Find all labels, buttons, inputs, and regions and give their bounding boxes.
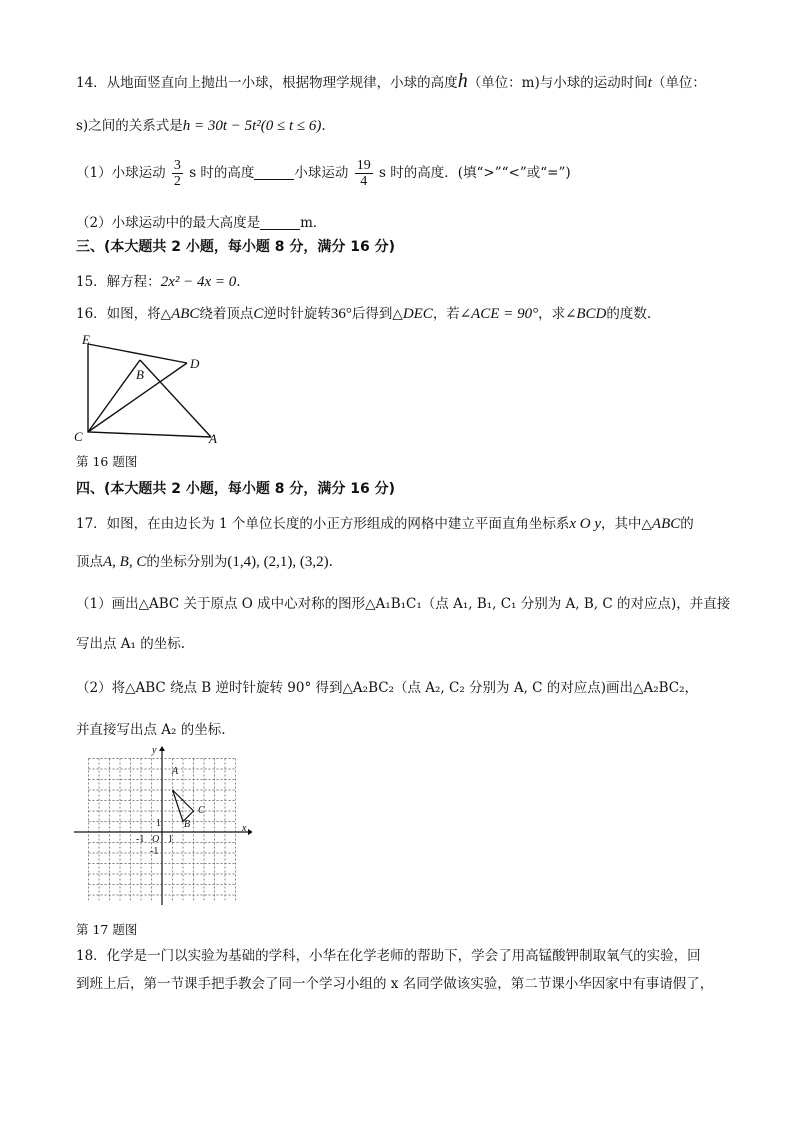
- figure-17-caption: 第 17 题图: [76, 922, 138, 937]
- tick-neg1-y: -1: [150, 846, 159, 857]
- q14-part1: （1）小球运动 $\frac{3}{2}$ s 时的高度 小球运动 $\frac{19}{4}$ s 时的高度．(填“>”“<”或“=”): [76, 158, 571, 189]
- q16: 16．如图，将△ABC绕着顶点C逆时针旋转36°后得到△DEC，若∠ACE = 90°，求∠BCD的度数.: [76, 306, 652, 322]
- label-A: A: [209, 431, 217, 446]
- q14-line2: s)之间的关系式是h = 30t − 5t²(0 ≤ t ≤ 6).: [76, 118, 326, 134]
- y-axis-arrow: [159, 746, 165, 751]
- label-B: B: [136, 367, 144, 382]
- fraction-19-4: $\frac{19}{4}$: [356, 158, 371, 189]
- section-4-heading: 四、(本大题共 2 小题，每小题 8 分，满分 16 分): [76, 481, 396, 497]
- q17-part1-line1: （1）画出△ABC 关于原点 O 成中心对称的图形△A₁B₁C₁（点 A₁, B₁, C₁ 分别为 A, B, C 的对应点)，并直接: [76, 596, 731, 612]
- figure-16-caption: 第 16 题图: [76, 454, 138, 469]
- q17-line2: 顶点A, B, C的坐标分别为(1,4), (2,1), (3,2).: [76, 554, 333, 570]
- q17-part2-line2: 并直接写出点 A₂ 的坐标.: [76, 722, 226, 738]
- axis-label-y: y: [152, 745, 157, 756]
- fraction-3-2: $\frac{3}{2}$: [173, 158, 181, 189]
- tick-1-y: 1: [156, 818, 161, 829]
- q17-line1: 17．如图，在由边长为 1 个单位长度的小正方形组成的网格中建立平面直角坐标系x O y，其中△ABC的: [76, 516, 694, 532]
- figure-16: [70, 330, 230, 448]
- x-axis-arrow: [248, 829, 252, 835]
- axis-label-x: x: [242, 823, 247, 834]
- tick-neg1-x: -1: [136, 834, 145, 845]
- label-E: E: [82, 332, 90, 347]
- label-A: A: [172, 766, 179, 777]
- edge-ed: [88, 344, 187, 363]
- q18-line1: 18．化学是一门以实验为基础的学科，小华在化学老师的帮助下，学会了用高锰酸钾制取氧气的实验，回: [76, 948, 701, 964]
- answer-blank-1[interactable]: [254, 165, 294, 180]
- origin-label: O: [152, 834, 160, 845]
- answer-blank-2[interactable]: [260, 215, 300, 230]
- edge-cb: [88, 360, 140, 432]
- label-B: B: [184, 819, 191, 830]
- section-3-heading: 三、(本大题共 2 小题，每小题 8 分，满分 16 分): [76, 239, 396, 255]
- q15: 15．解方程：2x² − 4x = 0.: [76, 274, 241, 290]
- label-D: D: [190, 356, 200, 371]
- q17-part1-line2: 写出点 A₁ 的坐标.: [76, 636, 186, 652]
- q17-part2-line1: （2）将△ABC 绕点 B 逆时针旋转 90° 得到△A₂BC₂（点 A₂, C₂ 分别为 A, C 的对应点)画出△A₂BC₂，: [76, 680, 699, 696]
- figure-17: [72, 745, 252, 910]
- tick-1-x: 1: [168, 834, 173, 845]
- label-C: C: [74, 429, 83, 444]
- q18-line2: 到班上后，第一节课手把手教会了同一个学习小组的 x 名同学做该实验，第二节课小华因家中有事请假了，: [76, 976, 714, 992]
- q14-line1: 14．从地面竖直向上抛出一小球，根据物理学规律，小球的高度h（单位：m)与小球的运动时间t（单位：: [76, 70, 706, 92]
- label-C: C: [198, 805, 205, 816]
- q14-part2: （2）小球运动中的最大高度是 m．: [76, 215, 327, 231]
